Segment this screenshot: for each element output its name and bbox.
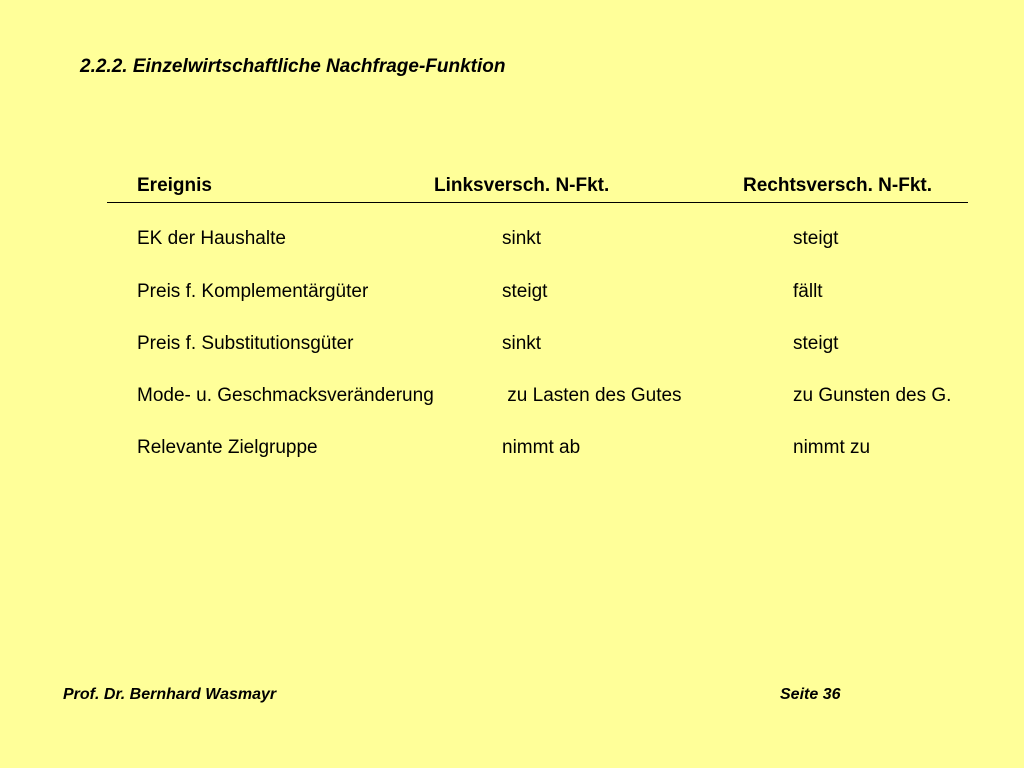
left-shift-cell: steigt (502, 281, 548, 302)
footer-author: Prof. Dr. Bernhard Wasmayr (63, 686, 277, 703)
right-shift-cell: zu Gunsten des G. (793, 385, 952, 406)
header-event: Ereignis (137, 175, 212, 196)
left-shift-cell: sinkt (502, 333, 542, 354)
table-row (0, 281, 1024, 309)
table-row (0, 333, 1024, 361)
event-cell: Relevante Zielgruppe (137, 437, 318, 458)
left-shift-cell: sinkt (502, 228, 542, 249)
event-cell: Preis f. Komplementärgüter (137, 281, 369, 302)
header-left-shift: Linksversch. N-Fkt. (434, 175, 610, 196)
right-shift-cell: steigt (793, 228, 839, 249)
right-shift-cell: steigt (793, 333, 839, 354)
table-row (0, 385, 1024, 413)
event-cell: Mode- u. Geschmacksveränderung (137, 385, 434, 406)
right-shift-cell: nimmt zu (793, 437, 871, 458)
header-divider (107, 202, 968, 203)
left-shift-cell: nimmt ab (502, 437, 581, 458)
table-row (0, 437, 1024, 465)
left-shift-cell: zu Lasten des Gutes (502, 385, 682, 406)
footer-page-number: Seite 36 (780, 686, 841, 703)
event-cell: Preis f. Substitutionsgüter (137, 333, 354, 354)
right-shift-cell: fällt (793, 281, 823, 302)
table-row (0, 228, 1024, 256)
event-cell: EK der Haushalte (137, 228, 286, 249)
header-right-shift: Rechtsversch. N-Fkt. (743, 175, 933, 196)
slide-title: 2.2.2. Einzelwirtschaftliche Nachfrage-Funktion (80, 56, 506, 77)
